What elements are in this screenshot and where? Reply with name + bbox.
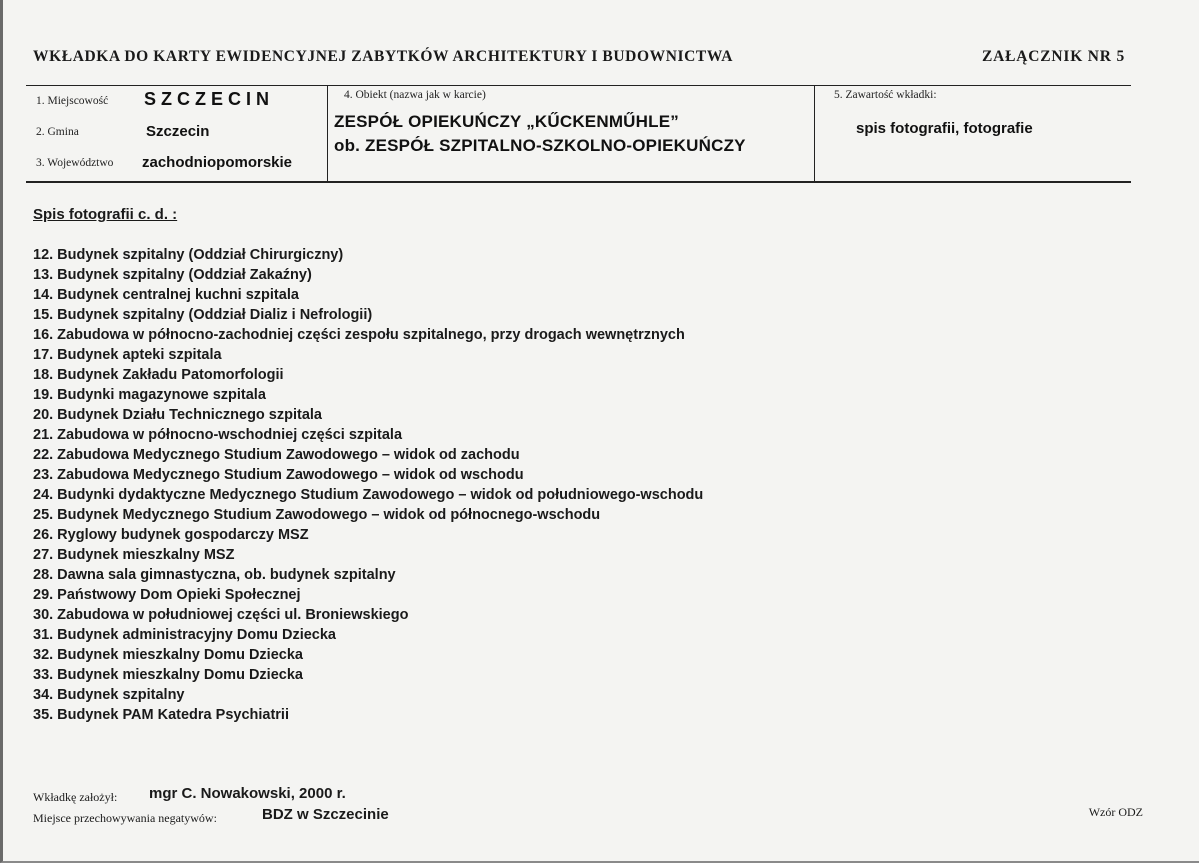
photo-list	[33, 245, 703, 725]
list-item: 24. Budynki dydaktyczne Medycznego Studium Zawodowego – widok od południowego-wschodu	[33, 487, 704, 503]
founder-label: Wkładkę założył:	[33, 790, 118, 804]
list-item: 17. Budynek apteki szpitala	[33, 347, 222, 363]
list-item: 25. Budynek Medycznego Studium Zawodowego – widok od północnego-wschodu	[33, 507, 601, 523]
locality-label: 1. Miejscowość	[36, 95, 109, 107]
list-item: 27. Budynek mieszkalny MSZ	[33, 547, 235, 563]
list-item: 14. Budynek centralnej kuchni szpitala	[33, 287, 299, 303]
list-item: 31. Budynek administracyjny Domu Dziecka	[33, 627, 336, 643]
record-box	[26, 85, 1131, 183]
list-item: 18. Budynek Zakładu Patomorfologii	[33, 367, 284, 383]
list-item: 32. Budynek mieszkalny Domu Dziecka	[33, 647, 303, 663]
list-item: 26. Ryglowy budynek gospodarczy MSZ	[33, 527, 309, 543]
photo-list-title: Spis fotografii c. d. :	[33, 206, 178, 223]
column-divider	[814, 86, 815, 181]
list-item: 15. Budynek szpitalny (Oddział Dializ i Nefrologii)	[33, 307, 373, 323]
object-label: 4. Obiekt (nazwa jak w karcie)	[344, 89, 486, 101]
list-item: 12. Budynek szpitalny (Oddział Chirurgiczny)	[33, 247, 344, 263]
object-name-line1: ZESPÓŁ OPIEKUŃCZY „KŰCKENMŰHLE”	[334, 112, 679, 131]
list-item: 35. Budynek PAM Katedra Psychiatrii	[33, 707, 289, 723]
list-item: 30. Zabudowa w południowej części ul. Broniewskiego	[33, 607, 409, 623]
voivodeship-value: zachodniopomorskie	[142, 154, 293, 171]
list-item: 20. Budynek Działu Technicznego szpitala	[33, 407, 322, 423]
founder-value: mgr C. Nowakowski, 2000 r.	[149, 785, 346, 802]
content-label: 5. Zawartość wkładki:	[834, 89, 937, 101]
list-item: 23. Zabudowa Medycznego Studium Zawodowego – widok od wschodu	[33, 467, 524, 483]
object-name-line2: ob. ZESPÓŁ SZPITALNO-SZKOLNO-OPIEKUŃCZY	[334, 136, 746, 155]
list-item: 21. Zabudowa w północno-wschodniej części szpitala	[33, 427, 403, 443]
list-item: 34. Budynek szpitalny	[33, 687, 185, 703]
list-item: 19. Budynki magazynowe szpitala	[33, 387, 266, 403]
locality-value: SZCZECIN	[144, 89, 274, 109]
commune-value: Szczecin	[146, 123, 210, 140]
list-item: 28. Dawna sala gimnastyczna, ob. budynek szpitalny	[33, 567, 396, 583]
content-value: spis fotografii, fotografie	[856, 120, 1033, 137]
voivodeship-label: 3. Województwo	[36, 157, 114, 169]
list-item: 22. Zabudowa Medycznego Studium Zawodowego – widok od zachodu	[33, 447, 520, 463]
commune-label: 2. Gmina	[36, 126, 79, 138]
list-item: 16. Zabudowa w północno-zachodniej części zespołu szpitalnego, przy drogach wewnętrznych	[33, 327, 685, 343]
template-mark: Wzór ODZ	[1088, 805, 1143, 819]
list-item: 29. Państwowy Dom Opieki Społecznej	[33, 587, 301, 603]
storage-value: BDZ w Szczecinie	[262, 806, 389, 823]
list-item: 33. Budynek mieszkalny Domu Dziecka	[33, 667, 303, 683]
column-divider	[327, 86, 328, 181]
storage-label: Miejsce przechowywania negatywów:	[33, 811, 217, 825]
list-item: 13. Budynek szpitalny (Oddział Zakaźny)	[33, 267, 312, 283]
document-title: WKŁADKA DO KARTY EWIDENCYJNEJ ZABYTKÓW ARCHITEKTURY I BUDOWNICTWA	[33, 48, 734, 65]
annex-number: ZAŁĄCZNIK NR 5	[982, 48, 1125, 65]
